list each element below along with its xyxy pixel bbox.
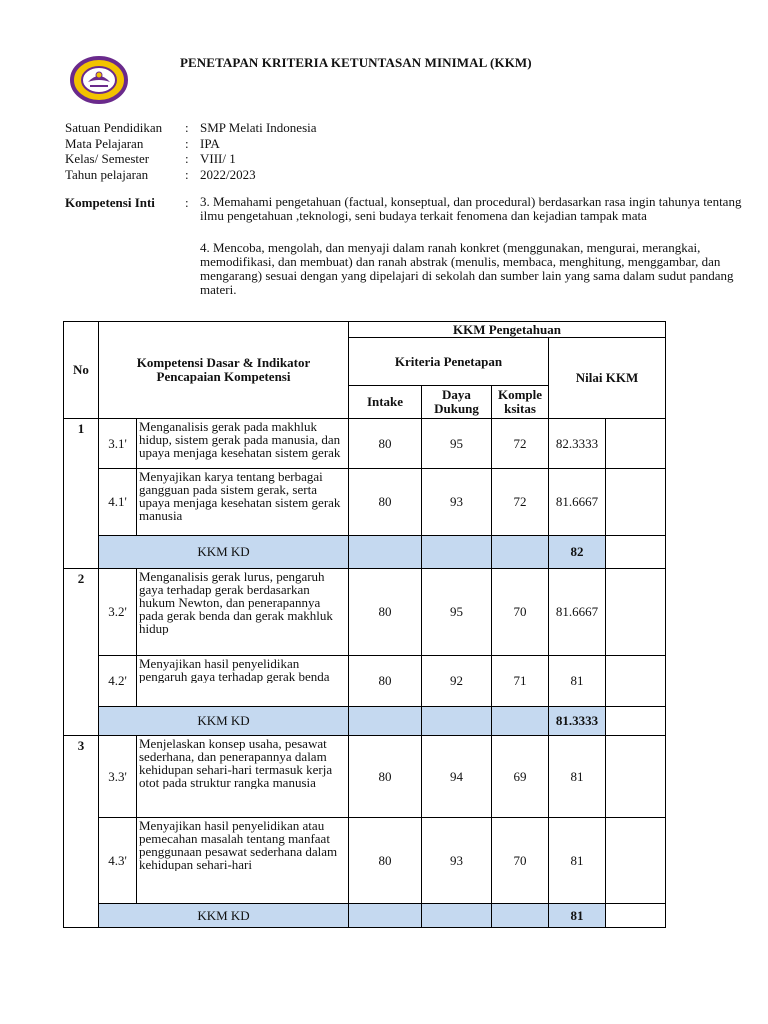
empty-cell — [606, 469, 666, 536]
daya-dukung-value: 95 — [422, 419, 492, 469]
daya-dukung-value: 92 — [422, 656, 492, 707]
meta-label: Kelas/ Semester — [65, 151, 150, 166]
kkm-kd-value: 81 — [549, 904, 606, 928]
header-nilai-kkm: Nilai KKM — [549, 338, 666, 419]
separator: : — [185, 151, 189, 166]
meta-label: Mata Pelajaran — [65, 135, 144, 151]
header-kd-line1: Kompetensi Dasar & Indikator — [136, 355, 311, 370]
kd-description — [137, 818, 349, 904]
table-row — [64, 818, 666, 904]
empty-cell — [349, 707, 422, 736]
empty-cell — [606, 536, 666, 569]
identity-block — [65, 120, 317, 182]
kd-description-text: Menganalisis gerak lurus, pengaruh gaya terhadap gerak berdasarkan hukum Newton, dan penerapannya pada gerak benda dan gerak makhluk hidup — [139, 570, 333, 635]
kkm-kd-label: KKM KD — [99, 536, 349, 569]
meta-label: Satuan Pendidikan — [65, 120, 163, 135]
kd-code: 3.1' — [99, 419, 137, 469]
header-komp-line2: ksitas — [504, 401, 536, 416]
daya-dukung-value: 93 — [422, 818, 492, 904]
header-row-1 — [64, 322, 666, 338]
meta-label: Tahun pelajaran — [65, 166, 149, 182]
daya-dukung-value: 93 — [422, 469, 492, 536]
kkm-kd-value: 81.3333 — [549, 707, 606, 736]
kkm-kd-label: KKM KD — [99, 904, 349, 928]
empty-cell — [422, 904, 492, 928]
empty-cell — [492, 536, 549, 569]
kd-code: 4.1' — [99, 469, 137, 536]
intake-value: 80 — [349, 818, 422, 904]
meta-value: IPA — [200, 135, 220, 151]
ki-3-text: 3. Memahami pengetahuan (factual, konseptual, dan procedural) berdasarkan rasa ingin tahunya tentang ilmu pengetahuan ,teknologi, seni budaya terkait fenomena dan kejadian tampak mata — [200, 194, 742, 223]
kd-description — [137, 469, 349, 536]
table-row — [64, 469, 666, 536]
nilai-kkm-value: 81.6667 — [549, 569, 606, 656]
header-kd-line2: Pencapaian Kompetensi — [156, 369, 291, 384]
empty-cell — [606, 656, 666, 707]
kkm-kd-value: 82 — [549, 536, 606, 569]
kkm-kd-label: KKM KD — [99, 707, 349, 736]
meta-row-tahun — [65, 167, 317, 183]
kd-description-text: Menjelaskan konsep usaha, pesawat sederhana, dan penerapannya dalam kehidupan sehari-hari termasuk kerja otot pada struktur rangka manusia — [139, 737, 333, 789]
intake-value: 80 — [349, 419, 422, 469]
nilai-kkm-value: 81.6667 — [549, 469, 606, 536]
meta-value: 2022/2023 — [200, 166, 256, 182]
separator: : — [185, 120, 189, 135]
header-kompleksitas — [492, 386, 549, 419]
kd-description-text: Menyajikan hasil penyelidikan pengaruh gaya terhadap gerak benda — [139, 657, 330, 683]
header-kriteria-penetapan: Kriteria Penetapan — [349, 338, 549, 386]
empty-cell — [606, 736, 666, 818]
table-row — [64, 569, 666, 656]
kkm-kd-row — [64, 904, 666, 928]
header-daya-line1: Daya — [442, 387, 471, 402]
kompleksitas-value: 70 — [492, 569, 549, 656]
header-no: No — [64, 322, 99, 419]
meta-row-kelas — [65, 151, 317, 167]
empty-cell — [422, 707, 492, 736]
group-number: 1 — [64, 419, 99, 569]
empty-cell — [606, 818, 666, 904]
header-intake: Intake — [349, 386, 422, 419]
separator: : — [185, 135, 189, 151]
ki-label: Kompetensi Inti — [65, 195, 155, 210]
empty-cell — [492, 904, 549, 928]
header-daya-dukung — [422, 386, 492, 419]
kd-code: 3.3' — [99, 736, 137, 818]
header-daya-line2: Dukung — [434, 401, 479, 416]
kkm-kd-row — [64, 536, 666, 569]
empty-cell — [349, 536, 422, 569]
separator: : — [185, 195, 189, 210]
daya-dukung-value: 94 — [422, 736, 492, 818]
table-row — [64, 736, 666, 818]
kompleksitas-value: 70 — [492, 818, 549, 904]
meta-value: VIII/ 1 — [200, 151, 236, 166]
table-row — [64, 656, 666, 707]
document-title: PENETAPAN KRITERIA KETUNTASAN MINIMAL (KKM) — [180, 55, 532, 70]
nilai-kkm-value: 81 — [549, 736, 606, 818]
empty-cell — [606, 904, 666, 928]
meta-row-satuan — [65, 120, 317, 136]
header-kd — [99, 322, 349, 419]
group-number: 2 — [64, 569, 99, 736]
meta-value: SMP Melati Indonesia — [200, 120, 317, 135]
nilai-kkm-value: 81 — [549, 656, 606, 707]
kkm-table — [63, 321, 666, 928]
daya-dukung-value: 95 — [422, 569, 492, 656]
header-kkm-pengetahuan: KKM Pengetahuan — [349, 322, 666, 338]
kd-description-text: Menyajikan hasil penyelidikan atau pemecahan masalah tentang manfaat penggunaan pesawat sederhana dalam kehidupan sehari-hari — [139, 819, 338, 871]
empty-cell — [606, 419, 666, 469]
school-logo — [70, 56, 128, 104]
intake-value: 80 — [349, 656, 422, 707]
kd-description — [137, 569, 349, 656]
group-number: 3 — [64, 736, 99, 928]
kd-description — [137, 419, 349, 469]
kd-code: 3.2' — [99, 569, 137, 656]
kd-description-text: Menyajikan karya tentang berbagai gangguan pada sistem gerak, serta upaya menjaga kesehatan sistem gerak manusia — [139, 470, 341, 522]
ki-4-text: 4. Mencoba, mengolah, dan menyaji dalam ranah konkret (menggunakan, mengurai, merangkai, memodifikasi, dan membuat) dan ranah abstrak (menulis, membaca, menghitung, menggambar, dan mengarang) sesuai dengan yang dipelajari di sekolah dan sumber lain yang sama dalam sudut pandang materi. — [200, 240, 734, 297]
nilai-kkm-value: 81 — [549, 818, 606, 904]
kkm-kd-row — [64, 707, 666, 736]
empty-cell — [606, 569, 666, 656]
empty-cell — [492, 707, 549, 736]
kompleksitas-value: 69 — [492, 736, 549, 818]
kd-code: 4.3' — [99, 818, 137, 904]
empty-cell — [422, 536, 492, 569]
kd-code: 4.2' — [99, 656, 137, 707]
header-komp-line1: Komple — [497, 387, 543, 402]
meta-row-mapel — [65, 136, 317, 152]
kompleksitas-value: 71 — [492, 656, 549, 707]
intake-value: 80 — [349, 569, 422, 656]
kompleksitas-value: 72 — [492, 419, 549, 469]
intake-value: 80 — [349, 736, 422, 818]
kompleksitas-value: 72 — [492, 469, 549, 536]
kd-description — [137, 656, 349, 707]
table-row — [64, 419, 666, 469]
separator: : — [185, 166, 189, 182]
intake-value: 80 — [349, 469, 422, 536]
empty-cell — [606, 707, 666, 736]
kd-description — [137, 736, 349, 818]
empty-cell — [349, 904, 422, 928]
kd-description-text: Menganalisis gerak pada makhluk hidup, sistem gerak pada manusia, dan upaya menjaga kesehatan sistem gerak — [139, 420, 341, 460]
nilai-kkm-value: 82.3333 — [549, 419, 606, 469]
